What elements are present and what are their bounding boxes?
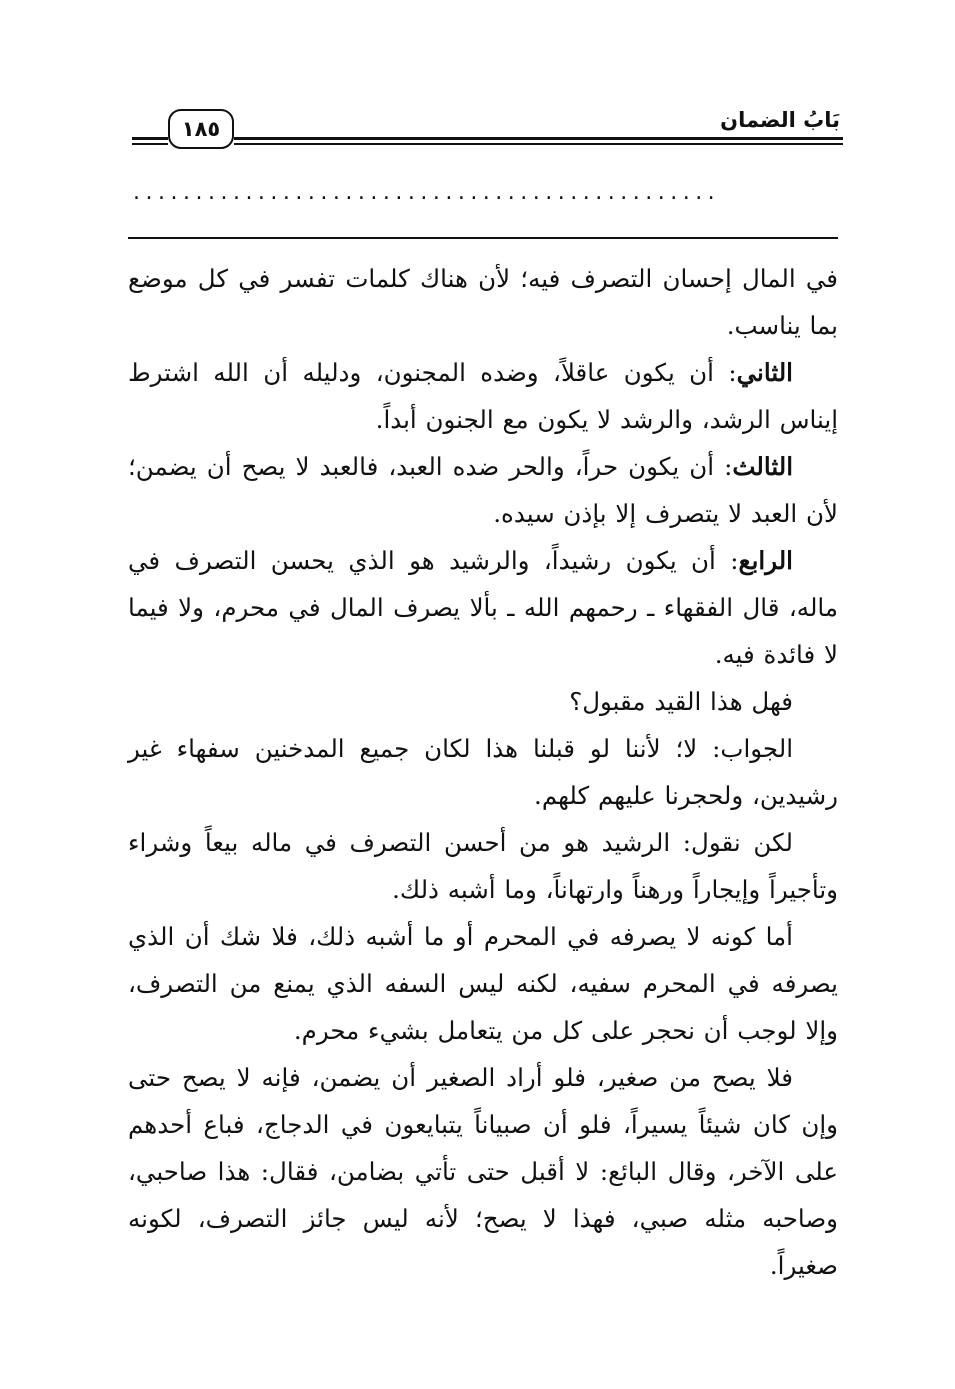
paragraph-minor-guarantee	[128, 1054, 838, 1289]
paragraph-text: الجواب: لا؛ لأننا لو قبلنا هذا لكان جميع المدخنين سفهاء غير رشيدين، ولحجرنا عليهم كلهم.	[128, 734, 838, 810]
paragraph-third-condition	[128, 443, 838, 537]
paragraph-answer	[128, 725, 838, 819]
dotted-separator: ...............................................	[133, 180, 721, 205]
paragraph-text: في المال إحسان التصرف فيه؛ لأن هناك كلمات تفسر في كل موضع بما يناسب.	[128, 264, 838, 340]
paragraph-text: لكن نقول: الرشيد هو من أحسن التصرف في ماله بيعاً وشراء وتأجيراً وإيجاراً ورهناً وارتهاناً، وما أشبه ذلك.	[128, 828, 838, 904]
paragraph-fourth-condition	[128, 537, 838, 678]
paragraph-text: فلا يصح من صغير، فلو أراد الصغير أن يضمن، فإنه لا يصح حتى وإن كان شيئاً يسيراً، فلو أن صبياناً يتبايعون في الدجاج، فباع أحدهم على الآخر، وقال البائع: لا أقبل حتى تأتي بضامن، فقال: هذا صاحبي، وصاحبه مثله صبي، فهذا لا يصح؛ لأنه ليس جائز التصرف، لكونه صغيراً.	[128, 1063, 838, 1280]
page-header	[0, 95, 955, 165]
header-rule-right-lower	[234, 143, 843, 145]
paragraph-text: : أن يكون عاقلاً، وضده المجنون، ودليله أن الله اشترط إيناس الرشد، والرشد لا يكون مع الجنون أبداً.	[128, 358, 838, 434]
paragraph-haram-spending	[128, 913, 838, 1054]
paragraph-heading: الثاني	[736, 358, 793, 387]
paragraph-text: : أن يكون حراً، والحر ضده العبد، فالعبد لا يصح أن يضمن؛ لأن العبد لا يتصرف إلا بإذن سيده.	[128, 452, 838, 528]
paragraph-text: فهل هذا القيد مقبول؟	[569, 687, 793, 716]
paragraph-second-condition	[128, 349, 838, 443]
header-rule-right	[234, 137, 843, 140]
chapter-title: بَابُ الضمان	[720, 108, 840, 132]
paragraph-question	[128, 678, 838, 725]
paragraph-continuation	[128, 255, 838, 349]
page-number: ١٨٥	[181, 117, 221, 141]
body-text	[128, 255, 838, 1289]
text-divider	[128, 237, 838, 239]
paragraph-rashid-definition	[128, 819, 838, 913]
header-rule-left-lower	[132, 143, 168, 145]
header-rule-left	[132, 137, 168, 140]
paragraph-heading: الثالث	[732, 452, 793, 481]
paragraph-text: : أن يكون رشيداً، والرشيد هو الذي يحسن التصرف في ماله، قال الفقهاء ـ رحمهم الله ـ بألا يصرف المال في محرم، ولا فيما لا فائدة فيه.	[128, 546, 838, 669]
paragraph-text: أما كونه لا يصرفه في المحرم أو ما أشبه ذلك، فلا شك أن الذي يصرفه في المحرم سفيه، لكنه ليس السفه الذي يمنع من التصرف، وإلا لوجب أن نحجر على كل من يتعامل بشيء محرم.	[128, 922, 838, 1045]
page-number-badge	[168, 109, 234, 149]
paragraph-heading: الرابع	[738, 546, 793, 575]
